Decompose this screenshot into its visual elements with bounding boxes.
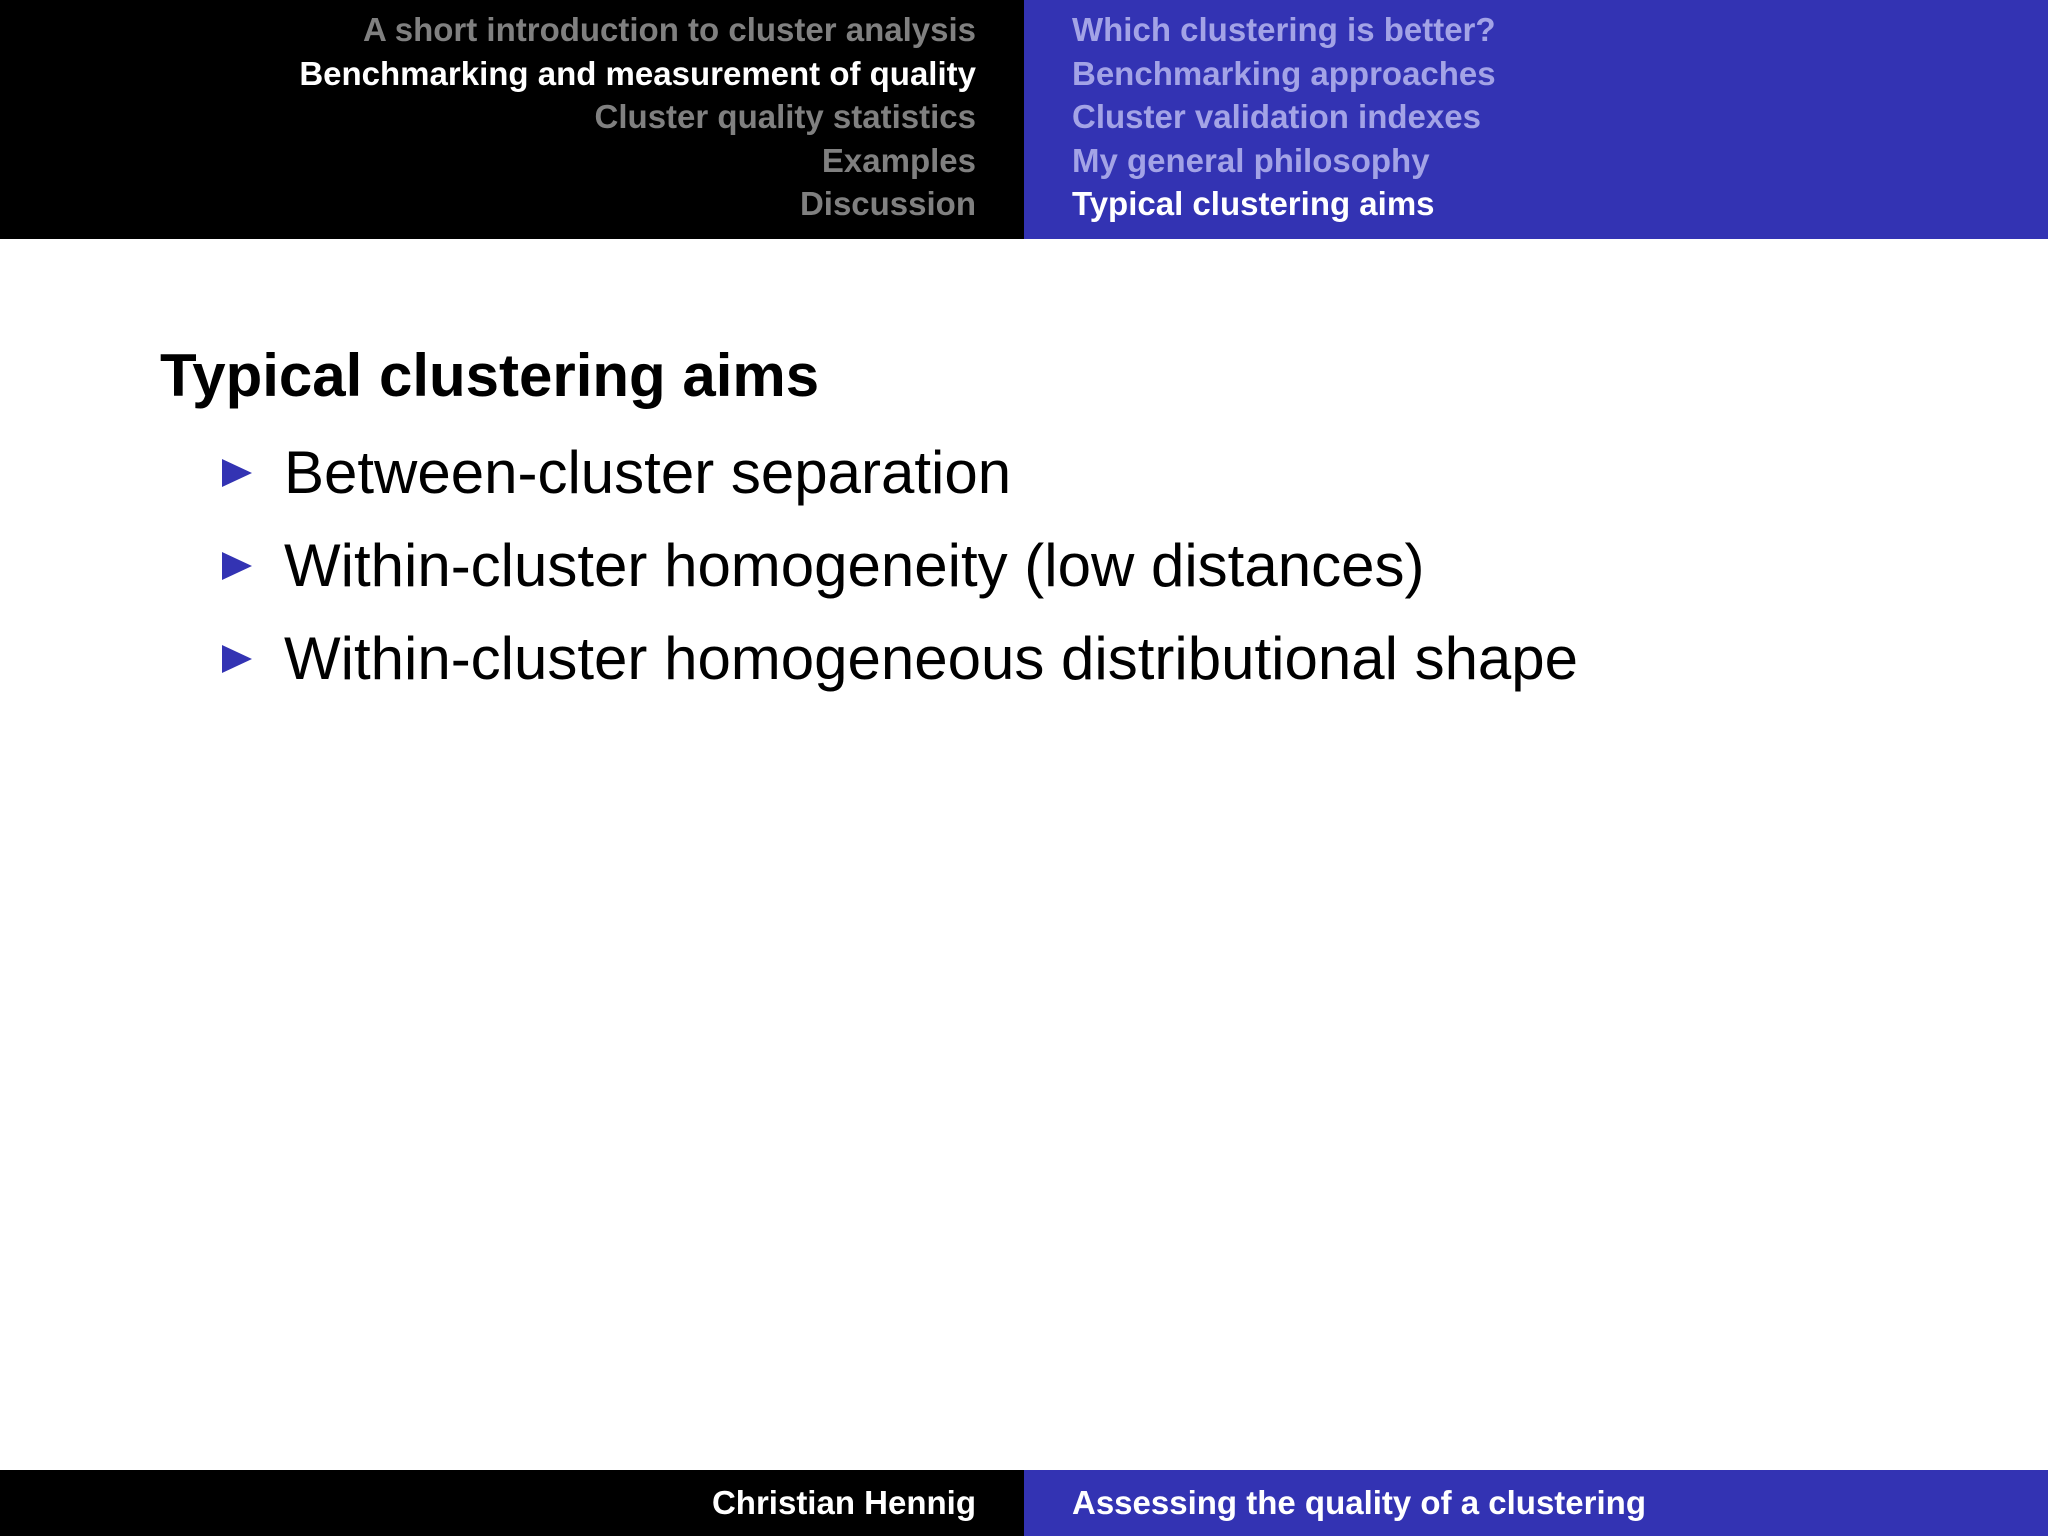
subsection-item-benchmarking-approaches[interactable]: Benchmarking approaches [1072,54,1496,92]
list-item [222,612,1960,705]
footer-talk-title: Assessing the quality of a clustering [1072,1484,1646,1521]
footer [0,1470,2048,1536]
triangle-bullet-icon [222,459,252,487]
subsection-nav-panel [1024,0,2048,239]
header-navigation [0,0,2048,239]
section-item-benchmarking[interactable]: Benchmarking and measurement of quality [299,54,976,92]
section-item-discussion[interactable]: Discussion [799,185,976,223]
subsection-list [1072,8,2048,226]
section-nav-panel [0,0,1024,239]
section-list [0,8,976,226]
bullet-list [160,426,1960,705]
bullet-text: Within-cluster homogeneous distributional shape [284,625,1579,692]
frame-title: Typical clustering aims [160,342,820,409]
footer-author-panel [0,1470,1024,1536]
subsection-item-clustering-aims[interactable]: Typical clustering aims [1072,185,1435,223]
section-item-intro[interactable]: A short introduction to cluster analysis [362,11,976,48]
section-item-examples[interactable]: Examples [821,141,976,179]
bullet-text: Within-cluster homogeneity (low distances) [284,532,1425,599]
triangle-bullet-icon [222,552,252,580]
footer-author: Christian Hennig [711,1484,976,1521]
triangle-bullet-icon [222,645,252,673]
frame-content [160,336,1960,705]
list-item [222,426,1960,519]
list-item [222,519,1960,612]
footer-title-panel [1024,1470,2048,1536]
subsection-item-validation-indexes[interactable]: Cluster validation indexes [1072,98,1481,136]
subsection-item-which-better[interactable]: Which clustering is better? [1072,11,1496,48]
subsection-item-philosophy[interactable]: My general philosophy [1072,141,1430,179]
section-item-quality-statistics[interactable]: Cluster quality statistics [594,98,976,136]
bullet-text: Between-cluster separation [284,439,1012,506]
